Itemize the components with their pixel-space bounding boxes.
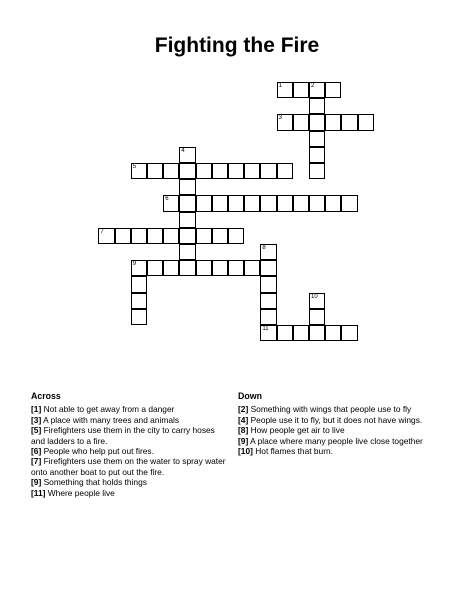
grid-cell[interactable] xyxy=(341,195,357,211)
clue-number: 9 xyxy=(132,261,137,268)
grid-cell[interactable] xyxy=(309,82,325,98)
grid-cell[interactable] xyxy=(309,293,325,309)
grid-cell[interactable] xyxy=(179,147,195,163)
clue-text: A place with many trees and animals xyxy=(41,414,180,425)
grid-cell[interactable] xyxy=(341,325,357,341)
clue-text: People use it to fly, but it does not have wings. xyxy=(248,414,423,425)
grid-cell[interactable] xyxy=(131,260,147,276)
clue-item xyxy=(31,446,231,456)
clue-number: 8 xyxy=(262,245,266,251)
grid-cell[interactable] xyxy=(115,228,131,244)
grid-cell[interactable] xyxy=(277,325,293,341)
across-list xyxy=(31,404,231,498)
clue-item xyxy=(238,415,453,425)
grid-cell[interactable] xyxy=(341,114,357,130)
grid-cell[interactable] xyxy=(309,163,325,179)
grid-cell[interactable] xyxy=(196,228,212,244)
clue-text: People who help put out fires. xyxy=(41,446,154,457)
grid-cell[interactable] xyxy=(196,260,212,276)
grid-cell[interactable] xyxy=(293,82,309,98)
grid-cell[interactable] xyxy=(212,195,228,211)
clue-label: [8] xyxy=(238,425,249,436)
clue-item xyxy=(238,446,453,456)
clue-label: [4] xyxy=(238,414,249,425)
grid-cell[interactable] xyxy=(325,82,341,98)
clue-text: A place where many people live close together xyxy=(248,435,423,446)
grid-cell[interactable] xyxy=(309,195,325,211)
grid-cell[interactable] xyxy=(277,82,293,98)
clue-item xyxy=(31,456,231,477)
grid-cell[interactable] xyxy=(163,228,179,244)
grid-cell[interactable] xyxy=(131,276,147,292)
clue-label: [7] xyxy=(31,456,42,467)
grid-cell[interactable] xyxy=(277,195,293,211)
grid-cell[interactable] xyxy=(244,260,260,276)
grid-cell[interactable] xyxy=(260,309,276,325)
clue-number: 4 xyxy=(181,147,185,154)
grid-cell[interactable] xyxy=(260,195,276,211)
grid-cell[interactable] xyxy=(293,114,309,130)
grid-cell[interactable] xyxy=(293,195,309,211)
grid-cell[interactable] xyxy=(98,228,114,244)
clue-number: 7 xyxy=(100,228,104,235)
clue-text: Where people live xyxy=(45,487,115,498)
grid-cell[interactable] xyxy=(228,260,244,276)
grid-cell[interactable] xyxy=(131,309,147,325)
clue-label: [11] xyxy=(31,487,46,498)
grid-cell[interactable] xyxy=(131,163,147,179)
grid-cell[interactable] xyxy=(196,163,212,179)
grid-cell[interactable] xyxy=(196,195,212,211)
across-heading: Across xyxy=(31,391,61,401)
down-clues xyxy=(238,391,453,456)
clue-number: 5 xyxy=(132,164,137,170)
clue-number: 11 xyxy=(262,326,269,332)
grid-cell[interactable] xyxy=(163,195,179,211)
grid-cell[interactable] xyxy=(179,244,195,260)
grid-cell[interactable] xyxy=(260,244,276,260)
grid-cell[interactable] xyxy=(179,228,195,244)
grid-cell[interactable] xyxy=(325,195,341,211)
grid-cell[interactable] xyxy=(277,163,293,179)
clue-item xyxy=(238,425,453,435)
grid-cell[interactable] xyxy=(179,195,195,211)
grid-cell[interactable] xyxy=(228,163,244,179)
grid-cell[interactable] xyxy=(309,114,325,130)
grid-cell[interactable] xyxy=(277,114,293,130)
clue-text: Not able to get away from a danger xyxy=(41,404,175,415)
grid-cell[interactable] xyxy=(212,163,228,179)
grid-cell[interactable] xyxy=(179,179,195,195)
clue-label: [1] xyxy=(31,404,42,415)
grid-cell[interactable] xyxy=(260,325,276,341)
grid-cell[interactable] xyxy=(309,147,325,163)
grid-cell[interactable] xyxy=(179,163,195,179)
grid-cell[interactable] xyxy=(147,260,163,276)
grid-cell[interactable] xyxy=(131,293,147,309)
grid-cell[interactable] xyxy=(309,98,325,114)
clue-text: Something that holds things xyxy=(41,477,147,488)
grid-cell[interactable] xyxy=(325,114,341,130)
clue-label: [6] xyxy=(31,446,42,457)
clue-item xyxy=(31,425,231,446)
grid-cell[interactable] xyxy=(228,228,244,244)
grid-cell[interactable] xyxy=(147,163,163,179)
clue-item xyxy=(238,404,453,414)
grid-cell[interactable] xyxy=(260,293,276,309)
clue-label: [3] xyxy=(31,414,42,425)
grid-cell[interactable] xyxy=(131,228,147,244)
across-clues xyxy=(31,391,231,498)
clue-label: [9] xyxy=(238,435,249,446)
clue-number: 2 xyxy=(311,83,315,89)
grid-cell[interactable] xyxy=(212,228,228,244)
grid-cell[interactable] xyxy=(309,325,325,341)
down-heading: Down xyxy=(238,391,262,401)
clue-label: [2] xyxy=(238,404,249,415)
down-list xyxy=(238,404,453,456)
grid-cell[interactable] xyxy=(212,260,228,276)
grid-cell[interactable] xyxy=(293,325,309,341)
clue-label: [5] xyxy=(31,425,42,436)
clue-text: Hot flames that burn. xyxy=(252,446,333,457)
clue-number: 3 xyxy=(278,115,282,122)
grid-cell[interactable] xyxy=(179,212,195,228)
grid-cell[interactable] xyxy=(309,131,325,147)
grid-cell[interactable] xyxy=(163,163,179,179)
clue-text: How people get air to live xyxy=(248,425,345,436)
grid-cell[interactable] xyxy=(163,260,179,276)
clue-number: 6 xyxy=(165,196,169,203)
grid-cell[interactable] xyxy=(179,260,195,276)
clue-text: Firefighters use them in the city to carry hoses and ladders to a fire. xyxy=(31,425,215,446)
puzzle-title: Fighting the Fire xyxy=(154,34,320,57)
clue-label: [10] xyxy=(238,446,253,457)
clue-text: Firefighters use them on the water to spray water onto another boat to put out the fire. xyxy=(31,456,226,477)
clue-item xyxy=(31,477,231,487)
grid-cell[interactable] xyxy=(325,325,341,341)
clue-item xyxy=(238,436,453,446)
clue-item xyxy=(31,415,231,425)
grid-cell[interactable] xyxy=(358,114,374,130)
grid-cell[interactable] xyxy=(228,195,244,211)
grid-cell[interactable] xyxy=(309,309,325,325)
grid-cell[interactable] xyxy=(260,260,276,276)
grid-cell[interactable] xyxy=(244,163,260,179)
grid-cell[interactable] xyxy=(260,276,276,292)
clue-item xyxy=(31,488,231,498)
clue-text: Something with wings that people use to fly xyxy=(248,404,412,415)
grid-cell[interactable] xyxy=(244,195,260,211)
grid-cell[interactable] xyxy=(260,163,276,179)
clue-number: 1 xyxy=(278,83,282,89)
clue-label: [9] xyxy=(31,477,42,488)
clue-number: 10 xyxy=(311,293,318,300)
clue-item xyxy=(31,404,231,414)
grid-cell[interactable] xyxy=(147,228,163,244)
